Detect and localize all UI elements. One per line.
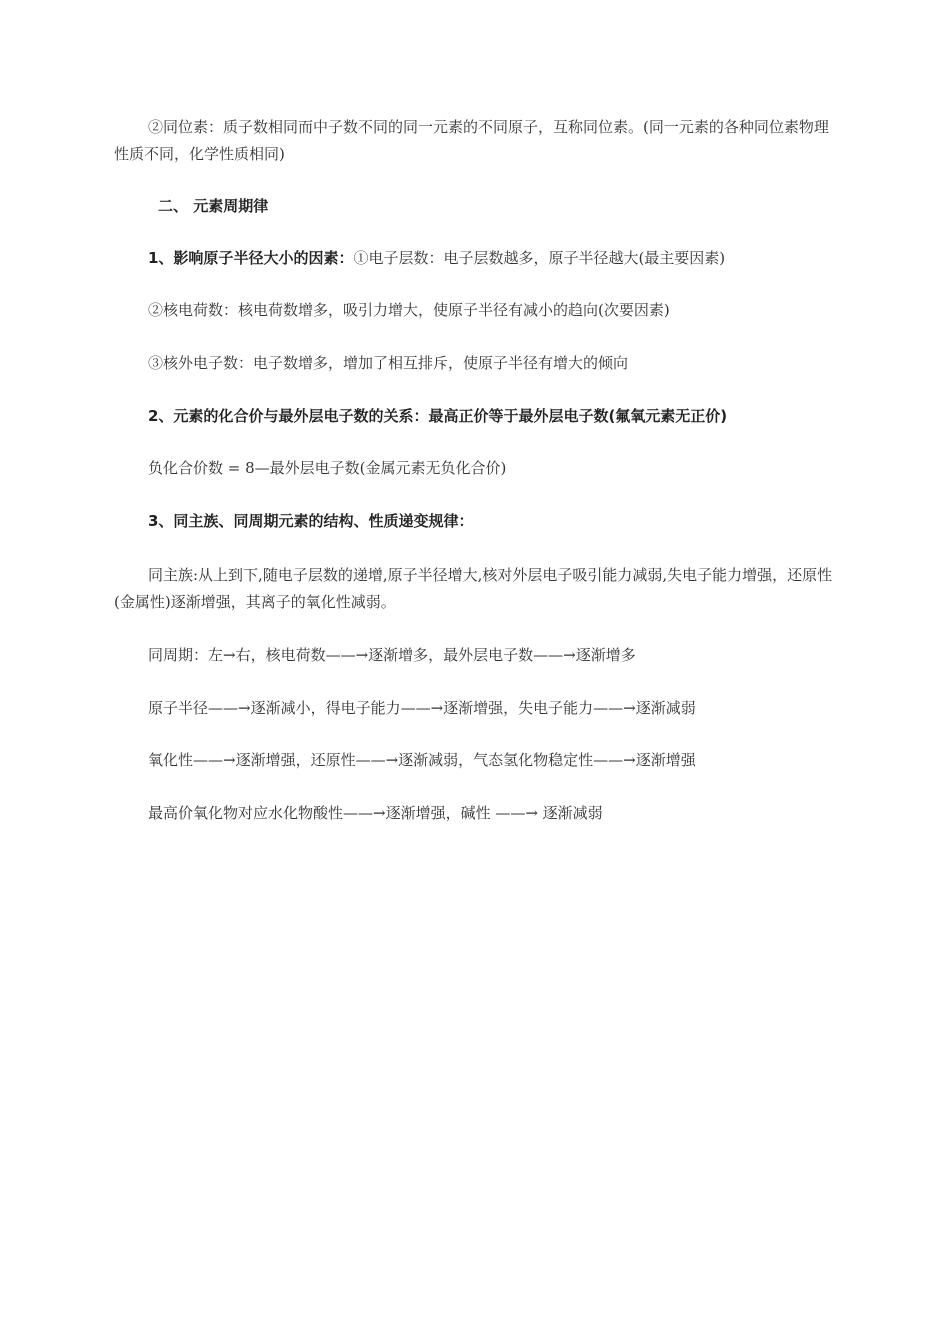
same-period-line-2: 原子半径——→逐渐减小，得电子能力——→逐渐增强，失电子能力——→逐渐减弱 xyxy=(148,699,696,717)
negative-valence-paragraph: 负化合价数 = 8—最外层电子数(金属元素无负化合价) xyxy=(148,459,507,477)
section-two-heading: 二、 元素周期律 xyxy=(158,197,269,215)
radius-factors-title: 1、影响原子半径大小的因素： xyxy=(148,249,354,267)
same-period-line-1: 同周期：左→右，核电荷数——→逐渐增多，最外层电子数——→逐渐增多 xyxy=(148,646,636,664)
same-period-line-3: 氧化性——→逐渐增强，还原性——→逐渐减弱，气态氢化物稳定性——→逐渐增强 xyxy=(148,751,696,769)
isotope-paragraph: ②同位素：质子数相同而中子数不同的同一元素的不同原子，互称同位素。(同一元素的各种同位素物理性质不同，化学性质相同) xyxy=(114,118,829,163)
valence-relation-heading: 2、元素的化合价与最外层电子数的关系：最高正价等于最外层电子数(氟氧元素无正价) xyxy=(148,407,728,425)
trend-heading: 3、同主族、同周期元素的结构、性质递变规律： xyxy=(148,512,474,530)
radius-factors-paragraph xyxy=(114,245,842,272)
same-group-paragraph: 同主族:从上到下,随电子层数的递增,原子半径增大,核对外层电子吸引能力减弱,失电子能力增强，还原性(金属性)逐渐增强，其离子的氧化性减弱。 xyxy=(114,566,833,611)
outer-electrons-paragraph: ③核外电子数：电子数增多，增加了相互排斥，使原子半径有增大的倾向 xyxy=(148,354,629,372)
radius-factors-first: ①电子层数：电子层数越多，原子半径越大(最主要因素) xyxy=(353,249,726,267)
same-period-line-4: 最高价氧化物对应水化物酸性——→逐渐增强，碱性 ——→ 逐渐减弱 xyxy=(148,804,603,822)
nuclear-charge-paragraph: ②核电荷数：核电荷数增多，吸引力增大，使原子半径有减小的趋向(次要因素) xyxy=(148,301,670,319)
